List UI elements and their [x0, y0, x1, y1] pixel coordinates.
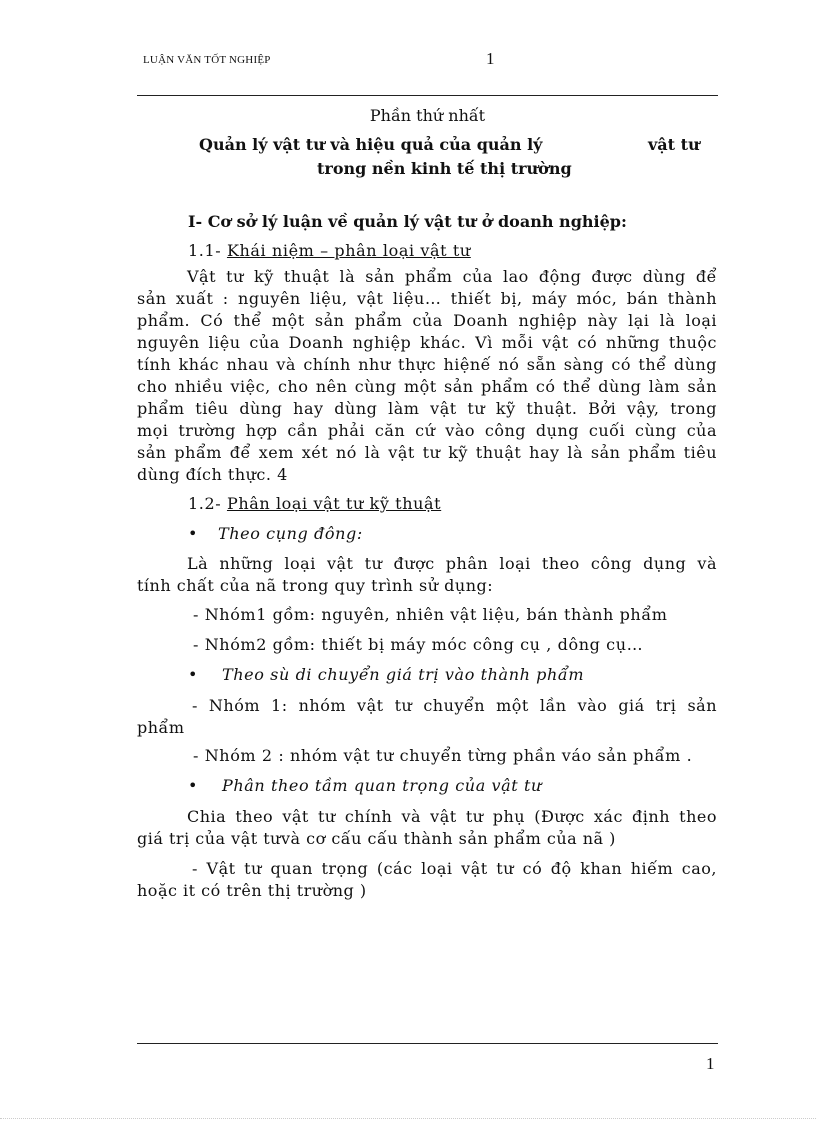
- group-line-2: - Nhóm2 gồm: thiết bị máy móc công cụ , dông cụ…: [193, 635, 644, 654]
- page-boundary: [0, 1118, 816, 1119]
- subsection-heading-1-2: [188, 494, 441, 513]
- paragraph-usage: [137, 553, 717, 597]
- bullet-item-3: [188, 776, 542, 795]
- subsection-number: 1.2-: [188, 494, 222, 513]
- group-line-3: - Nhóm 2 : nhóm vật tư chuyển từng phần váo sản phẩm .: [193, 746, 693, 765]
- chapter-title-line1: Quản lý vật tư và hiệu quả của quản lý: [199, 135, 543, 154]
- text-line: hoặc it có trên thị trường ): [137, 881, 367, 900]
- subsection-label: Phân loại vật tư kỹ thuật: [226, 494, 442, 513]
- bullet-item-1: [188, 524, 363, 543]
- text-line: Vật tư kỹ thuật là sản phẩm của lao động được dùng để: [187, 267, 717, 286]
- text-line: - Nhóm 1: nhóm vật tư chuyển một lần vào giá trị sản: [192, 696, 717, 715]
- running-header-title: LUẬN VĂN TỐT NGHIỆP: [143, 54, 271, 66]
- text-line: - Vật tư quan trọng (các loại vật tư có độ khan hiếm cao,: [192, 859, 717, 878]
- paragraph-classification: [137, 806, 717, 850]
- bullet-text: Theo sù di chuyển giá trị vào thành phẩm: [222, 665, 585, 684]
- text-line: tính khác nhau và chính như thực hiệnế nó sẵn sàng có thể dùng: [137, 355, 717, 374]
- group-line-1: - Nhóm1 gồm: nguyên, nhiên vật liệu, bán thành phẩm: [193, 605, 668, 624]
- text-line: phẩm. Có thể một sản phẩm của Doanh nghiệp này lại là loại: [137, 311, 717, 330]
- bullet-text: Theo cụng đông:: [218, 524, 363, 543]
- text-line: phẩm tiêu dùng hay dùng làm vật tư kỹ thuật. Bởi vậy, trong: [137, 399, 717, 418]
- bullet-dot-icon: •: [188, 776, 199, 795]
- text-line: dùng đích thực. 4: [137, 465, 288, 484]
- subsection-heading-1-1: [188, 241, 471, 260]
- text-line: sản xuất : nguyên liệu, vật liệu… thiết bị, máy móc, bán thành: [137, 289, 717, 308]
- text-line: giá trị của vật tưvà cơ cấu cấu thành sản phẩm của nã ): [137, 829, 616, 848]
- footer-page-number: 1: [706, 1054, 715, 1073]
- text-line: Là những loại vật tư được phân loại theo công dụng và: [187, 554, 717, 573]
- text-line: sản phẩm để xem xét nó là vật tư kỹ thuật hay là sản phẩm tiêu: [137, 443, 717, 462]
- paragraph-definition: [137, 266, 717, 486]
- text-line: mọi trường hợp cần phải căn cứ vào công dụng cuối cùng của: [137, 421, 717, 440]
- text-line: tính chất của nã trong quy trình sử dụng:: [137, 576, 494, 595]
- section-heading: I- Cơ sở lý luận về quản lý vật tư ở doanh nghiệp:: [188, 212, 627, 231]
- footer-rule: [137, 1043, 718, 1044]
- header-rule: [137, 95, 718, 96]
- part-label: Phần thứ nhất: [369, 106, 486, 125]
- subsection-label: Khái niệm – phân loại vật tư: [226, 241, 471, 260]
- text-line: phẩm: [137, 718, 185, 737]
- chapter-title-line1-end: vật tư: [648, 135, 700, 154]
- text-line: nguyên liệu của Doanh nghiệp khác. Vì mỗi vật có những thuộc: [137, 333, 717, 352]
- bullet-item-2: [188, 665, 584, 684]
- bullet-dot-icon: •: [188, 524, 199, 543]
- subsection-number: 1.1-: [188, 241, 222, 260]
- paragraph-important-materials: [137, 858, 717, 902]
- paragraph-group-1: [137, 695, 717, 739]
- text-line: cho nhiều việc, cho nên cùng một sản phẩm có thể dùng làm sản: [137, 377, 717, 396]
- header-page-number: 1: [486, 49, 495, 68]
- bullet-text: Phân theo tầm quan trọng của vật tư: [222, 776, 542, 795]
- text-line: Chia theo vật tư chính và vật tư phụ (Được xác định theo: [187, 807, 717, 826]
- bullet-dot-icon: •: [188, 665, 199, 684]
- chapter-title-line2: trong nền kinh tế thị trường: [317, 159, 572, 178]
